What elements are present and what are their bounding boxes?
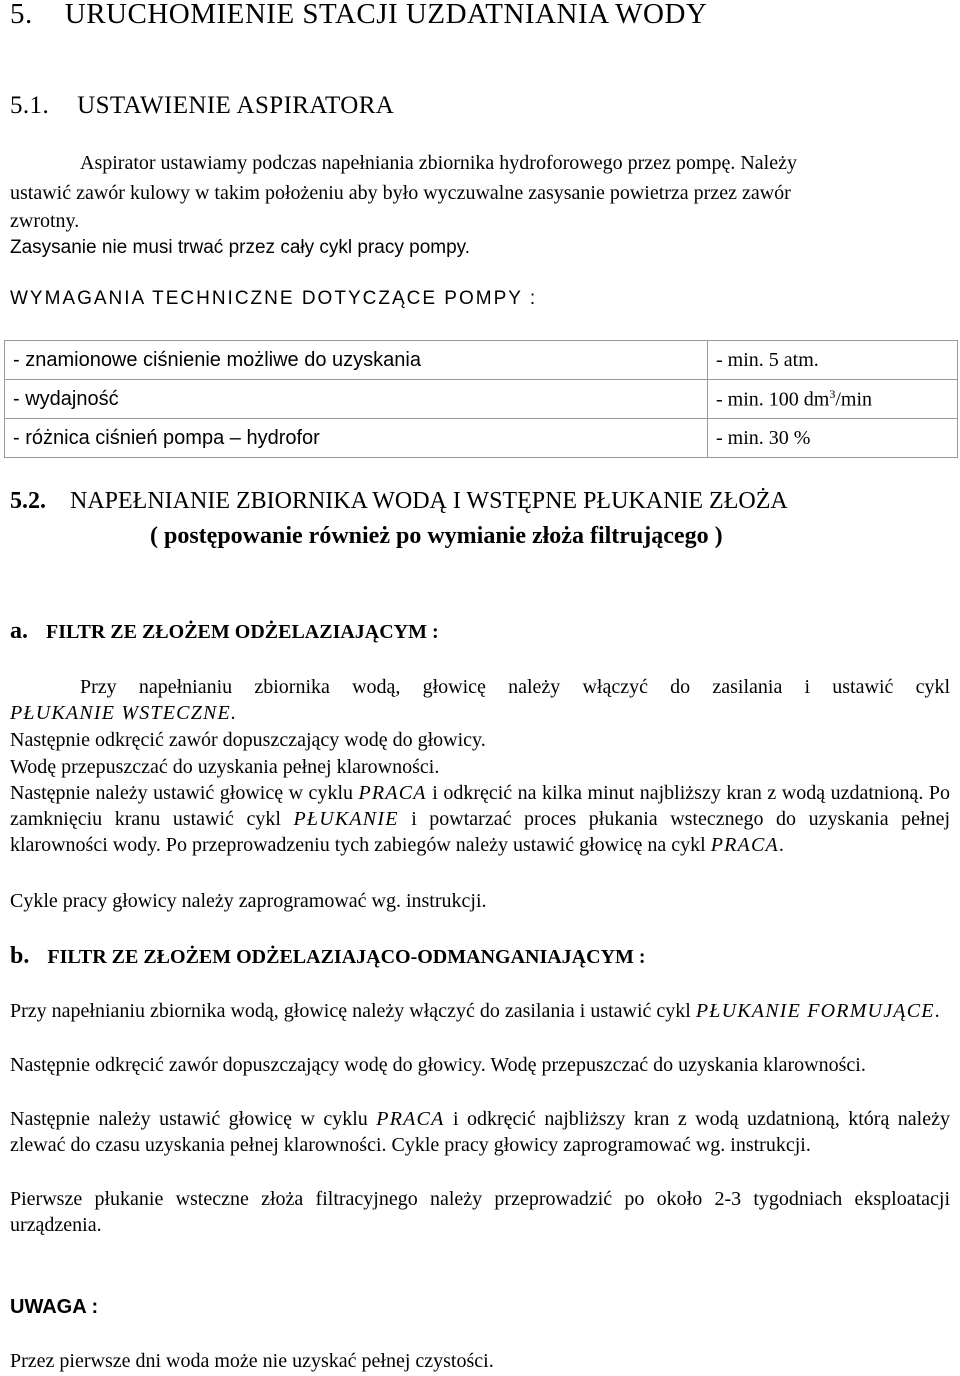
filter-a-cycle-plukanie-wsteczne: PŁUKANIE WSTECZNE. — [10, 702, 238, 724]
requirement-value: - min. 30 % — [708, 419, 958, 458]
requirements-heading: WYMAGANIA TECHNICZNE DOTYCZĄCE POMPY : — [10, 288, 538, 309]
filter-a-title: FILTR ZE ZŁOŻEM ODŻELAZIAJĄCYM : — [46, 621, 439, 643]
value-suffix: /min — [835, 388, 873, 411]
text-run: i odkręcić najbliższy kran z wodą uzdatnioną, którą należy zlewać do czasu uzyskania pełnej klarowności. Cykle pracy głowicy zaprogramować wg. instrukcji. — [10, 1108, 950, 1156]
filter-a-para-4 — [10, 780, 950, 858]
section-5-title: URUCHOMIENIE STACJI UZDATNIANIA WODY — [64, 0, 708, 30]
aspirator-para-line-4: Zasysanie nie musi trwać przez cały cykl pracy pompy. — [10, 237, 471, 258]
filter-b-letter: b. — [10, 943, 30, 969]
section-5-1-heading — [10, 92, 394, 120]
aspirator-para-line-2: ustawić zawór kulowy w takim położeniu aby było wyczuwalne zasysanie powietrza przez zawór — [10, 182, 791, 204]
filter-a-para-5: Cykle pracy głowicy należy zaprogramować wg. instrukcji. — [10, 890, 487, 912]
text-run: Przy napełnianiu zbiornika wodą, głowicę należy włączyć do zasilania i ustawić cykl — [10, 1000, 696, 1022]
filter-a-letter: a. — [10, 618, 28, 644]
requirement-value: - min. 5 atm. — [708, 341, 958, 380]
section-5-heading — [10, 0, 707, 31]
requirement-value — [708, 380, 958, 419]
cycle-plukanie-formujace: PŁUKANIE FORMUJĄCE — [695, 1000, 935, 1022]
filter-a-para-2: Następnie odkręcić zawór dopuszczający wodę do głowicy. — [10, 729, 486, 751]
text-run: i powtarzać proces płukania wstecznego do uzyskania pełnej klarowności wody. Po przeprowadzeniu tych zabiegów należy ustawić głowicę na cykl — [10, 808, 950, 856]
aspirator-para-line-3: zwrotny. — [10, 210, 80, 232]
text-run: . — [778, 834, 784, 856]
section-5-2-heading — [10, 488, 788, 515]
filter-b-heading — [10, 943, 646, 970]
filter-b-para-4: Pierwsze płukanie wsteczne złoża filtracyjnego należy przeprowadzić po około 2-3 tygodniach eksploatacji urządzenia. — [10, 1188, 950, 1236]
section-5-2-title: NAPEŁNIANIE ZBIORNIKA WODĄ I WSTĘPNE PŁUKANIE ZŁOŻA — [70, 488, 788, 514]
text-run: i odkręcić na kilka minut najbliższy kran z wodą uzdatnioną. Po zamknięciu kranu ustawić cykl — [10, 782, 950, 830]
filter-a-para-3: Wodę przepuszczać do uzyskania pełnej klarowności. — [10, 756, 440, 778]
table-row — [5, 341, 958, 380]
filter-a-para-1a: Przy napełnianiu zbiornika wodą, głowicę należy włączyć do zasilania i ustawić cykl — [80, 676, 950, 698]
requirement-label: - znamionowe ciśnienie możliwe do uzyskania — [5, 341, 708, 380]
cycle-praca: PRACA — [710, 834, 779, 856]
section-5-1-number: 5.1. — [10, 92, 50, 119]
text-run: . — [934, 1000, 940, 1022]
filter-b-para-2: Następnie odkręcić zawór dopuszczający wodę do głowicy. Wodę przepuszczać do uzyskania klarowności. — [10, 1054, 866, 1076]
table-row — [5, 419, 958, 458]
section-5-2-number: 5.2. — [10, 488, 46, 514]
note-title: UWAGA : — [10, 1296, 99, 1318]
cycle-praca: PRACA — [358, 782, 427, 804]
filter-b-para-1 — [10, 998, 950, 1024]
filter-b-para-3 — [10, 1106, 950, 1158]
table-row — [5, 380, 958, 419]
value-superscript: 3 — [829, 386, 836, 401]
requirement-label: - wydajność — [5, 380, 708, 419]
cycle-plukanie: PŁUKANIE — [293, 808, 399, 830]
filter-a-heading — [10, 618, 439, 645]
aspirator-para-line-1: Aspirator ustawiamy podczas napełniania zbiornika hydroforowego przez pompę. Należy — [80, 152, 797, 174]
section-5-1-title: USTAWIENIE ASPIRATORA — [77, 92, 395, 119]
requirement-label: - różnica ciśnień pompa – hydrofor — [5, 419, 708, 458]
note-text: Przez pierwsze dni woda może nie uzyskać pełnej czystości. — [10, 1350, 494, 1372]
text-run: Następnie należy ustawić głowicę w cyklu — [10, 1108, 377, 1130]
filter-b-title: FILTR ZE ZŁOŻEM ODŻELAZIAJĄCO-ODMANGANIAJĄCYM : — [47, 946, 646, 968]
section-5-number: 5. — [10, 0, 33, 30]
requirements-table — [4, 340, 958, 458]
value-prefix: - min. 100 dm — [716, 388, 830, 411]
section-5-2-subtitle: ( postępowanie również po wymianie złoża filtrującego ) — [150, 523, 723, 549]
text-run: Następnie należy ustawić głowicę w cyklu — [10, 782, 359, 804]
cycle-praca: PRACA — [376, 1108, 445, 1130]
